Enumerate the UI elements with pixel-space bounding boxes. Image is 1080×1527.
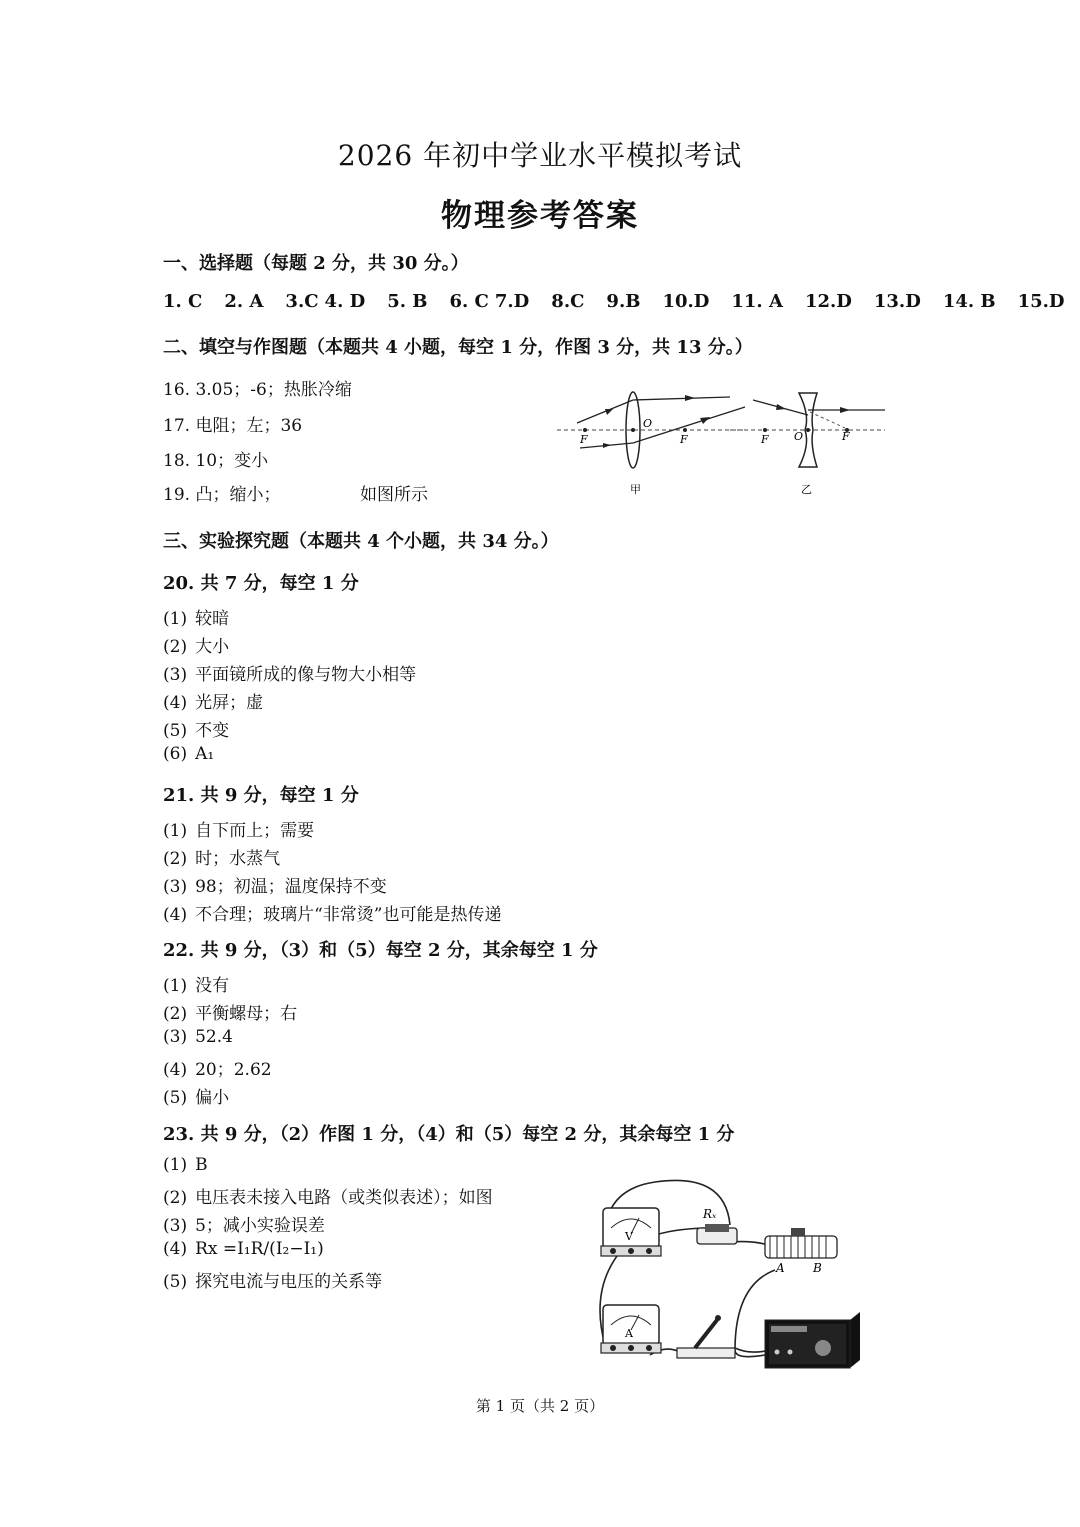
figure-label-b: 乙 xyxy=(801,483,812,496)
item-number: (1) xyxy=(163,821,188,841)
mcq-answer: 11. A xyxy=(731,291,783,312)
mcq-answer: 2. A xyxy=(224,291,264,312)
q22-item xyxy=(163,971,229,996)
voltmeter-icon xyxy=(601,1208,661,1256)
q23-item xyxy=(163,1183,493,1208)
mcq-answer: 14. B xyxy=(942,291,996,312)
item-answer: 光屏；虚 xyxy=(195,693,264,713)
item-number: (1) xyxy=(163,1155,188,1175)
item-answer: 电压表未接入电路（或类似表述）；如图 xyxy=(195,1188,493,1208)
optical-center-label: O xyxy=(794,430,804,443)
item-answer: 时；水蒸气 xyxy=(195,849,281,869)
q20-item xyxy=(163,604,229,629)
item-number: (1) xyxy=(163,976,188,996)
item-number: (4) xyxy=(163,693,188,713)
rheostat-icon xyxy=(765,1228,837,1275)
focus-label: F xyxy=(761,433,769,446)
q20-item xyxy=(163,632,229,657)
q23-item xyxy=(163,1211,325,1236)
item-answer: 不合理；玻璃片“非常烫”也可能是热传递 xyxy=(195,905,502,925)
terminal-label: B xyxy=(813,1261,822,1275)
item-answer: A₁ xyxy=(195,744,215,764)
ammeter-label: A xyxy=(625,1327,633,1340)
ammeter-icon xyxy=(601,1305,661,1353)
answer-19-figure-note: 如图所示 xyxy=(360,485,428,505)
switch-icon xyxy=(677,1315,735,1358)
item-number: (3) xyxy=(163,877,188,897)
item-number: (5) xyxy=(163,1088,188,1108)
item-answer: Rx =I₁R/(I₂−I₁) xyxy=(195,1239,324,1259)
item-answer: B xyxy=(195,1155,208,1175)
item-answer: 平面镜所成的像与物大小相等 xyxy=(195,665,417,685)
mcq-answer: 12.D xyxy=(804,291,852,312)
q23-heading: 23. 共 9 分，（2）作图 1 分，（4）和（5）每空 2 分，其余每空 1 分 xyxy=(163,1124,735,1145)
item-number: (4) xyxy=(163,1239,188,1259)
q20-item xyxy=(163,688,263,713)
item-number: (3) xyxy=(163,1216,188,1236)
q22-item xyxy=(163,999,297,1024)
mcq-answer: 5. B xyxy=(387,291,428,312)
q23-item xyxy=(163,1267,382,1292)
section3-heading: 三、实验探究题（本题共 4 个小题，共 34 分。） xyxy=(163,531,559,552)
q21-item xyxy=(163,900,501,925)
item-number: (4) xyxy=(163,1060,188,1080)
q21-heading: 21. 共 9 分，每空 1 分 xyxy=(163,785,359,806)
answer-19: 19. 凸；缩小； xyxy=(163,485,281,505)
answer-17: 17. 电阻；左；36 xyxy=(163,416,303,436)
page-number: 第 1 页（共 2 页） xyxy=(475,1397,605,1415)
q22-item xyxy=(163,1027,233,1047)
circuit-diagram xyxy=(595,1170,870,1375)
item-answer: 平衡螺母；右 xyxy=(195,1004,298,1024)
item-answer: 探究电流与电压的关系等 xyxy=(195,1272,383,1292)
q20-item xyxy=(163,744,214,764)
item-number: (3) xyxy=(163,1027,188,1047)
item-answer: 没有 xyxy=(195,976,230,996)
q22-item xyxy=(163,1055,272,1080)
item-answer: 98；初温；温度保持不变 xyxy=(195,877,387,897)
focus-label: F xyxy=(842,430,850,443)
terminal-label: A xyxy=(776,1261,785,1275)
answer-16: 16. 3.05；-6；热胀冷缩 xyxy=(163,380,352,400)
mcq-answer: 8.C xyxy=(551,291,585,312)
q20-heading: 20. 共 7 分，每空 1 分 xyxy=(163,573,359,594)
item-number: (6) xyxy=(163,744,188,764)
optical-center-label: O xyxy=(643,417,653,430)
q21-item xyxy=(163,872,387,897)
item-number: (2) xyxy=(163,637,188,657)
answer-18: 18. 10；变小 xyxy=(163,451,269,471)
section2-heading: 二、填空与作图题（本题共 4 小题，每空 1 分，作图 3 分，共 13 分。） xyxy=(163,337,753,358)
q21-item xyxy=(163,844,280,869)
item-answer: 52.4 xyxy=(195,1027,233,1047)
item-number: (5) xyxy=(163,721,188,741)
item-number: (2) xyxy=(163,1188,188,1208)
item-answer: 20；2.62 xyxy=(195,1060,272,1080)
q23-item xyxy=(163,1155,208,1175)
mcq-answer: 15.D xyxy=(1017,291,1065,312)
item-number: (1) xyxy=(163,609,188,629)
q20-item xyxy=(163,716,229,741)
item-answer: 较暗 xyxy=(195,609,230,629)
section1-heading: 一、选择题（每题 2 分，共 30 分。） xyxy=(163,253,469,274)
mcq-answer: 13.D xyxy=(873,291,921,312)
item-answer: 不变 xyxy=(195,721,230,741)
focus-label: F xyxy=(680,433,688,446)
lens-diagram xyxy=(555,385,895,500)
q20-item xyxy=(163,660,416,685)
item-answer: 5；减小实验误差 xyxy=(195,1216,325,1236)
item-number: (5) xyxy=(163,1272,188,1292)
mcq-answer: 4. D xyxy=(324,291,366,312)
resistor-label: Rₓ xyxy=(703,1207,717,1221)
item-number: (4) xyxy=(163,905,188,925)
item-answer: 偏小 xyxy=(195,1088,230,1108)
focus-label: F xyxy=(580,433,588,446)
mcq-answer: 3.C xyxy=(285,291,319,312)
voltmeter-label: V xyxy=(625,1230,633,1243)
exam-title: 2026 年初中学业水平模拟考试 xyxy=(337,139,743,172)
mcq-answer: 9.B xyxy=(606,291,641,312)
answer-title: 物理参考答案 xyxy=(441,198,639,234)
mcq-answers xyxy=(163,291,1065,312)
q23-item xyxy=(163,1239,324,1259)
item-answer: 自下而上；需要 xyxy=(195,821,315,841)
item-answer: 大小 xyxy=(195,637,230,657)
figure-label-a: 甲 xyxy=(630,483,641,496)
item-number: (2) xyxy=(163,849,188,869)
q22-item xyxy=(163,1083,229,1108)
q22-heading: 22. 共 9 分，（3）和（5）每空 2 分，其余每空 1 分 xyxy=(163,940,598,961)
mcq-answer: 7.D xyxy=(494,291,530,312)
mcq-answer: 6. C xyxy=(449,291,489,312)
item-number: (2) xyxy=(163,1004,188,1024)
resistor-icon xyxy=(697,1207,737,1244)
mcq-answer: 1. C xyxy=(163,291,203,312)
q21-item xyxy=(163,816,314,841)
mcq-answer: 10.D xyxy=(662,291,710,312)
power-supply-icon xyxy=(765,1312,860,1368)
item-number: (3) xyxy=(163,665,188,685)
